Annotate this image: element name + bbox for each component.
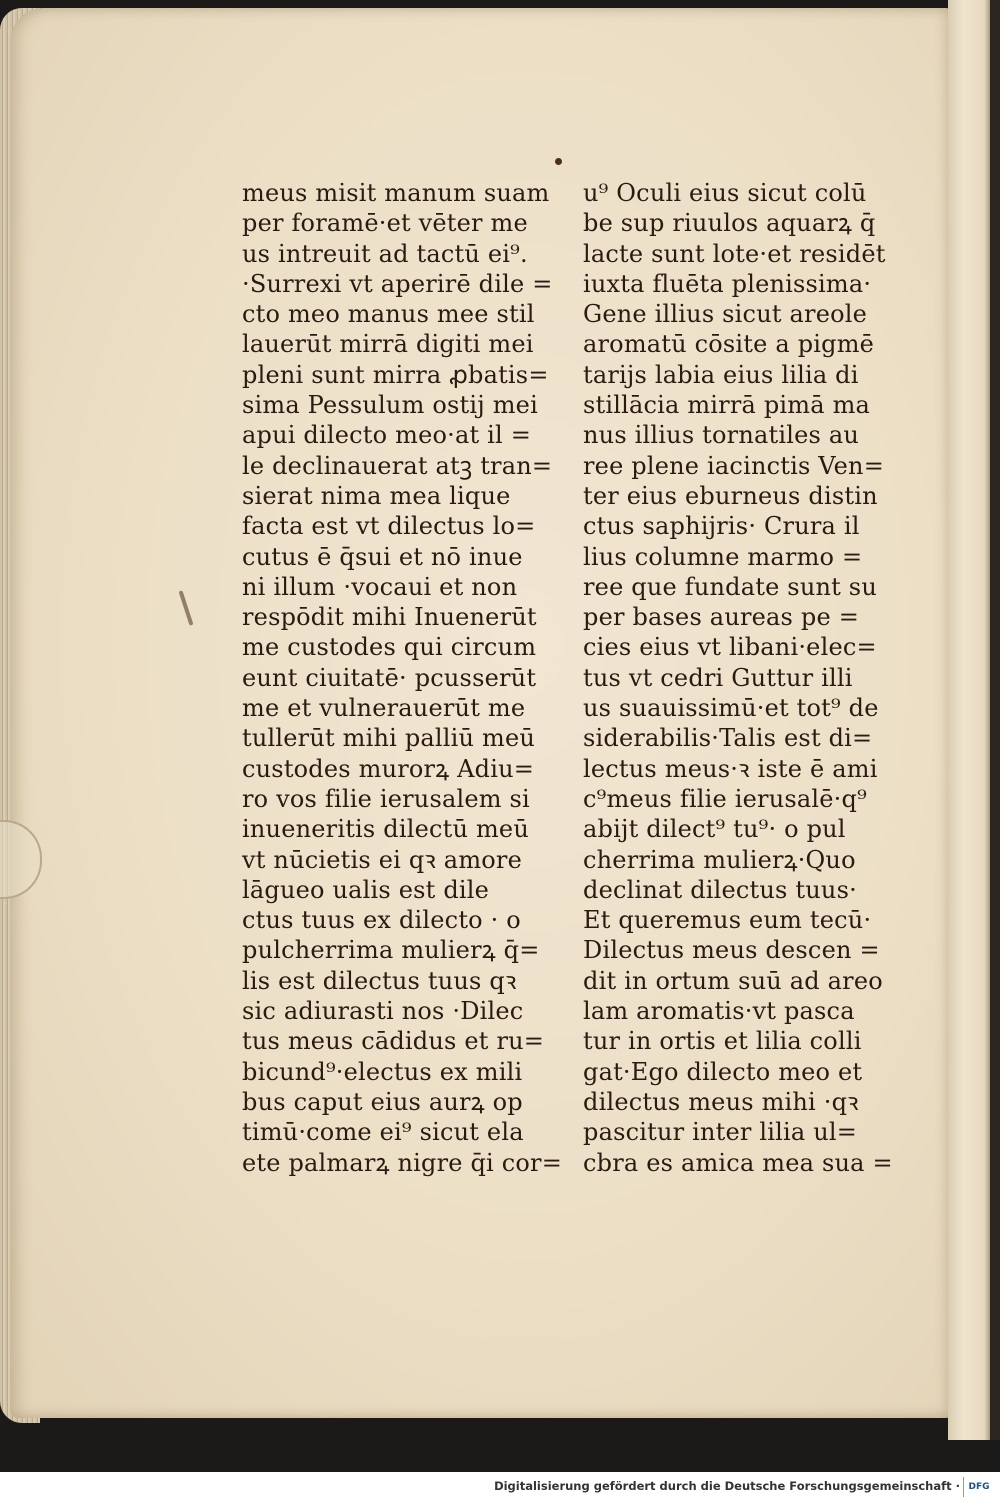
text-line: Et queremus eum tecū· (583, 906, 872, 935)
text-line: cherrima mulierꝝ·Quo (583, 845, 856, 874)
text-line: stillācia mirrā pimā ma (583, 391, 871, 420)
text-column-right (583, 178, 893, 1178)
text-line: me custodes qui circum (242, 633, 537, 662)
text-line: meus misit manum suam (242, 179, 550, 207)
text-line: us intreuit ad tactū ei⁹. (242, 239, 528, 268)
text-line: cutus ē q̄sui et nō inue (242, 542, 523, 571)
text-line: dilectus meus mihi ·qꝛ (583, 1087, 859, 1116)
text-line: custodes murorꝝ Adiu= (242, 754, 535, 783)
text-line: ctus tuus ex dilecto · o (242, 906, 521, 935)
ink-dot (555, 158, 562, 165)
text-line: lāgueo ualis est dile (242, 875, 490, 904)
text-line: per foramē·et vēter me (242, 209, 528, 238)
book-spine-edge (948, 0, 1000, 1440)
footer-credit: Digitalisierung gefördert durch die Deutsche Forschungsgemeinschaft · (494, 1479, 960, 1493)
text-line: declinat dilectus tuus· (583, 875, 857, 904)
text-line: siderabilis·Talis est di= (583, 724, 873, 753)
text-line: be sup riuulos aquarꝝ q̄ (583, 209, 876, 238)
text-line: lectus meus·ꝛ iste ē ami (583, 754, 878, 783)
text-line: ctus saphijris· Crura il (583, 512, 860, 541)
text-line: lius columne marmo = (583, 542, 863, 571)
text-line: me et vulnerauerūt me (242, 694, 526, 723)
text-line: nus illius tornatiles au (583, 421, 860, 450)
dfg-logo-icon: DFG (963, 1477, 994, 1497)
text-line: ro vos filie ierusalem si (242, 784, 530, 813)
text-line: facta est vt dilectus lo= (242, 512, 536, 541)
text-line: c⁹meus filie ierusalē·q⁹ (583, 784, 867, 813)
text-line: u⁹ Oculi eius sicut colū (583, 179, 867, 207)
text-line: us suauissimū·et tot⁹ de (583, 694, 879, 723)
text-line: ete palmarꝝ nigre q̄i cor= (242, 1148, 563, 1177)
text-line: pulcherrima mulierꝝ q̄= (242, 936, 540, 965)
text-line: vt nūcietis ei qꝛ amore (242, 845, 522, 874)
text-line: eunt ciuitatē· pcusserūt (242, 663, 537, 692)
text-line: aromatū cōsite a pigmē (583, 330, 875, 359)
text-line: gat·Ego dilecto meo et (583, 1057, 863, 1086)
text-line: Gene illius sicut areole (583, 300, 868, 329)
text-line: ter eius eburneus distin (583, 481, 878, 510)
text-line: sic adiurasti nos ·Dilec (242, 997, 524, 1026)
text-line: timū·come ei⁹ sicut ela (242, 1118, 524, 1147)
text-column-left (242, 178, 563, 1178)
text-line: cbra es amica mea sua = (583, 1148, 893, 1177)
text-line: ·Surrexi vt aperirē dile = (242, 269, 553, 298)
text-line: inueneritis dilectū meū (242, 815, 529, 844)
text-line: tullerūt mihi palliū meū (242, 724, 536, 753)
text-line: per bases aureas pe = (583, 603, 860, 632)
text-line: sierat nima mea lique (242, 481, 511, 510)
text-line: Dilectus meus descen = (583, 936, 880, 965)
text-line: lis est dilectus tuus qꝛ (242, 966, 517, 995)
text-line: bus caput eius aurꝝ op (242, 1087, 523, 1116)
text-line: apui dilecto meo·at il = (242, 421, 532, 450)
text-line: pleni sunt mirra ꝓbatis= (242, 360, 549, 389)
text-line: ni illum ·vocaui et non (242, 572, 518, 601)
text-line: tus vt cedri Guttur illi (583, 663, 853, 692)
text-line: tur in ortis et lilia colli (583, 1027, 862, 1056)
text-line: cies eius vt libani·elec= (583, 633, 877, 662)
text-line: bicund⁹·electus ex mili (242, 1057, 523, 1086)
text-line: sima Pessulum ostij mei (242, 391, 538, 420)
text-line: lam aromatis·vt pasca (583, 997, 855, 1026)
text-line: le declinauerat atꝫ tran= (242, 451, 553, 480)
text-line: lauerūt mirrā digiti mei (242, 330, 534, 359)
text-line: tus meus cādidus et ru= (242, 1027, 545, 1056)
text-line: ree que fundate sunt su (583, 572, 877, 601)
text-line: pascitur inter lilia ul= (583, 1118, 858, 1147)
text-line: iuxta fluēta plenissima· (583, 269, 872, 298)
digitization-footer (0, 1472, 1000, 1504)
text-line: lacte sunt lote·et residēt (583, 239, 886, 268)
text-line: abijt dilect⁹ tu⁹· o pul (583, 815, 846, 844)
text-line: respōdit mihi Inuenerūt (242, 603, 537, 632)
text-line: ree plene iacinctis Ven= (583, 451, 885, 480)
text-line: tarijs labia eius lilia di (583, 360, 859, 389)
text-line: dit in ortum suū ad areo (583, 966, 883, 995)
text-line: cto meo manus mee stil (242, 300, 535, 329)
